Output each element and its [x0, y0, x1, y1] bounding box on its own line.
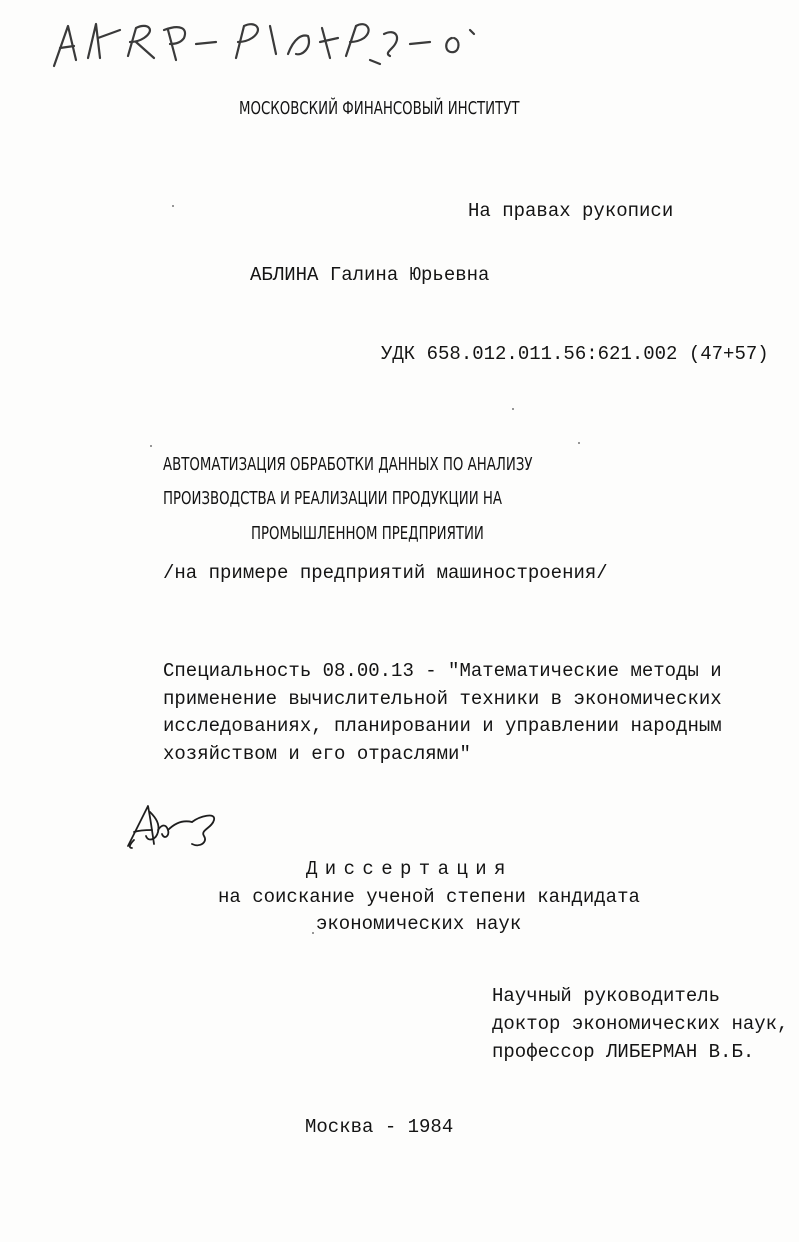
title-line-1: АВТОМАТИЗАЦИЯ ОБРАБОТКИ ДАННЫХ ПО АНАЛИЗУ [163, 454, 533, 475]
archive-mark-text: 61:65-8/1092-6 [40, 8, 49, 9]
supervisor-line-1: Научный руководитель [492, 985, 721, 1007]
scan-speck [312, 932, 314, 934]
institute-name: МОСКОВСКИЙ ФИНАНСОВЫЙ ИНСТИТУТ [239, 98, 520, 119]
author-name: АБЛИНА Галина Юрьевна [250, 264, 490, 286]
place-and-year: Москва - 1984 [305, 1116, 454, 1138]
scan-speck [150, 445, 152, 447]
specialty-line-3: исследованиях, планировании и управлении народным [163, 715, 722, 737]
specialty-line-4: хозяйством и его отраслями" [163, 743, 471, 765]
scan-speck [578, 442, 580, 444]
manuscript-rights-label: На правах рукописи [468, 200, 674, 222]
title-line-3: ПРОМЫШЛЕННОМ ПРЕДПРИЯТИИ [251, 523, 484, 544]
dissertation-subtitle: /на примере предприятий машиностроения/ [163, 562, 608, 584]
degree-line-2: на соискание ученой степени кандидата [218, 886, 640, 908]
supervisor-line-3: профессор ЛИБЕРМАН В.Б. [492, 1041, 755, 1063]
title-line-2: ПРОИЗВОДСТВА И РЕАЛИЗАЦИИ ПРОДУКЦИИ НА [163, 488, 503, 509]
specialty-line-1: Специальность 08.00.13 - "Математические методы и [163, 660, 722, 682]
udc-code: УДК 658.012.011.56:621.002 (47+57) [381, 343, 769, 365]
author-signature [120, 800, 230, 855]
archive-pencil-mark [40, 8, 530, 78]
specialty-line-2: применение вычислительной техники в экономических [163, 688, 722, 710]
scan-speck [512, 408, 514, 410]
degree-line-3: экономических наук [316, 913, 522, 935]
supervisor-line-2: доктор экономических наук, [492, 1013, 789, 1035]
degree-heading: Диссертация [306, 858, 513, 880]
scan-speck [172, 205, 174, 207]
